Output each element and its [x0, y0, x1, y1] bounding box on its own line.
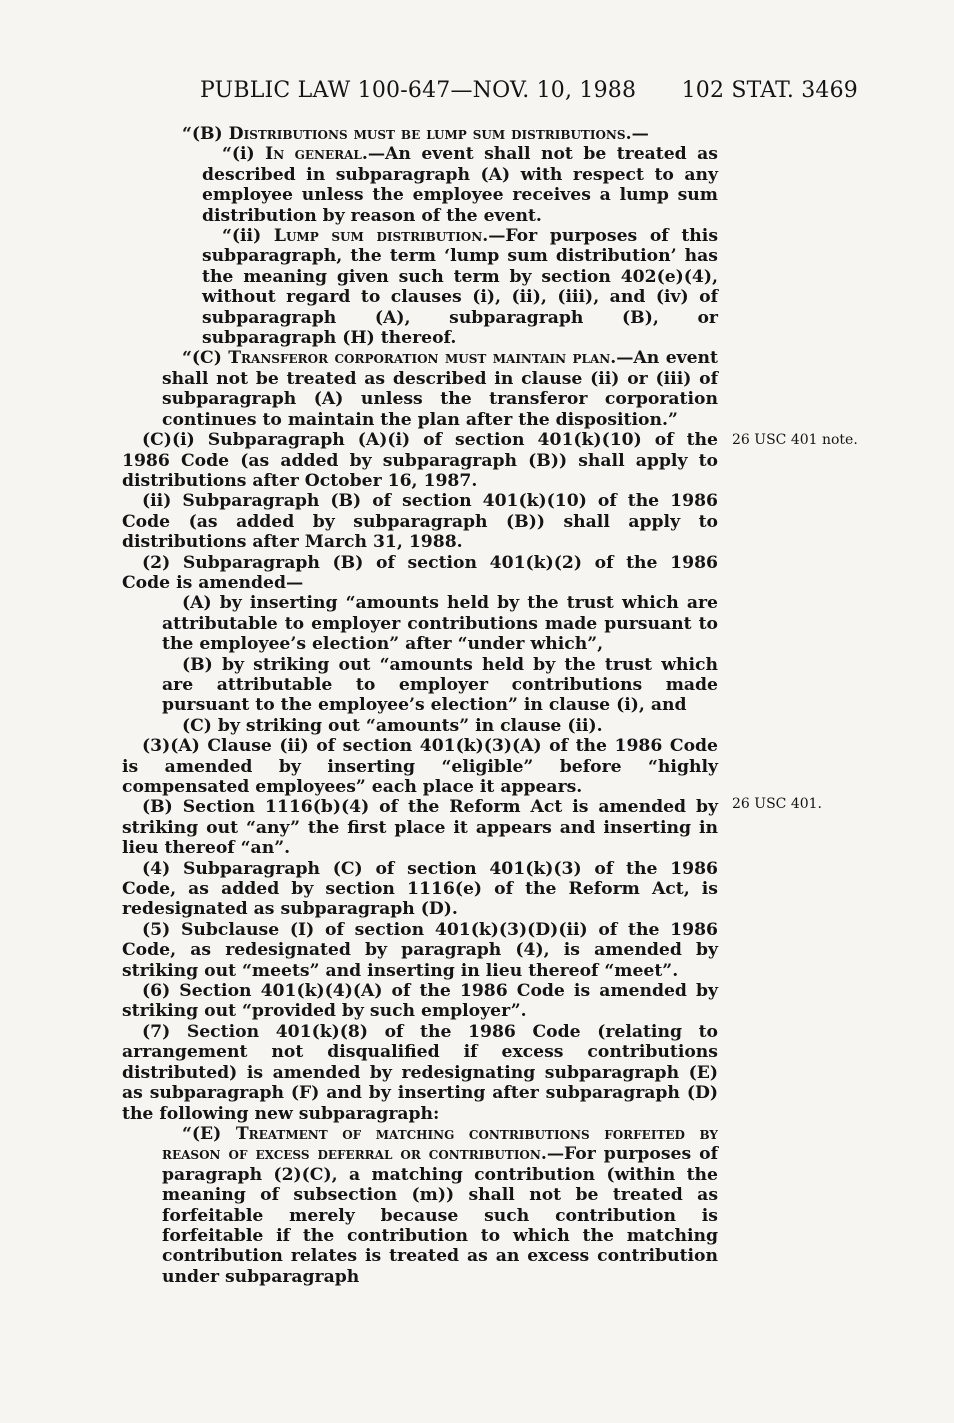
- subparagraph-e: “(E) Treatment of matching contributions forfeited by reason of excess deferral or contribution.—For purposes of paragraph (2)(C), a matching contribution (within the meaning of subsection (m)) shall not be treated as forfeitable merely because such contribution is forfeitable if the contribution to which the matching contribution relates is treated as an excess contribution under subparagraph: [162, 1123, 718, 1287]
- paragraph-6: (6) Section 401(k)(4)(A) of the 1986 Code is amended by striking out “provided by such employer”.: [122, 981, 718, 1022]
- clause-b-i: “(i) In general.—An event shall not be treated as described in subparagraph (A) with respect to any employee unless the employee receives a lump sum distribution by reason of the event.: [202, 144, 718, 226]
- margin-note-1: 26 USC 401 note.: [732, 432, 858, 448]
- paragraph-2-a: (A) by inserting “amounts held by the trust which are attributable to employer contributions made pursuant to the employee’s election” after “under which”,: [162, 593, 718, 655]
- paragraph-7: (7) Section 401(k)(8) of the 1986 Code (relating to arrangement not disqualified if excess contributions distributed) is amended by redesignating subparagraph (E) as subparagraph (F) and by inserting after subparagraph (D) the following new subparagraph:: [122, 1021, 718, 1124]
- paragraph-5: (5) Subclause (I) of section 401(k)(3)(D)(ii) of the 1986 Code, as redesignated by paragraph (4), is amended by striking out “meets” and inserting in lieu thereof “meet”.: [122, 919, 718, 981]
- clause-b-ii: “(ii) Lump sum distribution.—For purposes of this subparagraph, the term ‘lump sum distribution’ has the meaning given such term by section 402(e)(4), without regard to clauses (i), (ii), (iii), and (iv) of subparagraph (A), subparagraph (B), or subparagraph (H) thereof.: [202, 226, 718, 349]
- paragraph-4: (4) Subparagraph (C) of section 401(k)(3) of the 1986 Code, as added by section 1116(e) of the Reform Act, is redesignated as subparagraph (D).: [122, 858, 718, 920]
- running-header-title: PUBLIC LAW 100-647—NOV. 10, 1988: [200, 78, 637, 103]
- body-text: [122, 124, 718, 1287]
- paragraph-2: (2) Subparagraph (B) of section 401(k)(2) of the 1986 Code is amended—: [122, 552, 718, 593]
- paragraph-2-c: (C) by striking out “amounts” in clause (ii).: [182, 715, 603, 736]
- paragraph-c-ii: (ii) Subparagraph (B) of section 401(k)(10) of the 1986 Code (as added by subparagraph (B)) shall apply to distributions after March 31, 1988.: [122, 491, 718, 553]
- margin-note-2: 26 USC 401.: [732, 796, 822, 812]
- paragraph-3-a: (3)(A) Clause (ii) of section 401(k)(3)(A) of the 1986 Code is amended by inserting “eligible” before “highly compensated employees” each place it appears.: [122, 736, 718, 797]
- subparagraph-b-heading: “(B) Distributions must be lump sum distributions.—: [182, 124, 649, 144]
- paragraph-3-b: (B) Section 1116(b)(4) of the Reform Act is amended by striking out “any” the first place it appears and inserting in lieu thereof “an”.: [122, 797, 718, 859]
- subparagraph-c: “(C) Transferor corporation must maintain plan.—An event shall not be treated as described in clause (ii) or (iii) of subparagraph (A) unless the transferor corporation continues to maintain the plan after the disposition.”: [162, 348, 718, 430]
- paragraph-c-i: (C)(i) Subparagraph (A)(i) of section 401(k)(10) of the 1986 Code (as added by subparagraph (B)) shall apply to distributions after October 16, 1987.: [122, 430, 718, 491]
- paragraph-2-b: (B) by striking out “amounts held by the trust which are attributable to employer contributions made pursuant to the employee’s election” in clause (i), and: [162, 654, 718, 716]
- running-header-page: 102 STAT. 3469: [681, 78, 858, 103]
